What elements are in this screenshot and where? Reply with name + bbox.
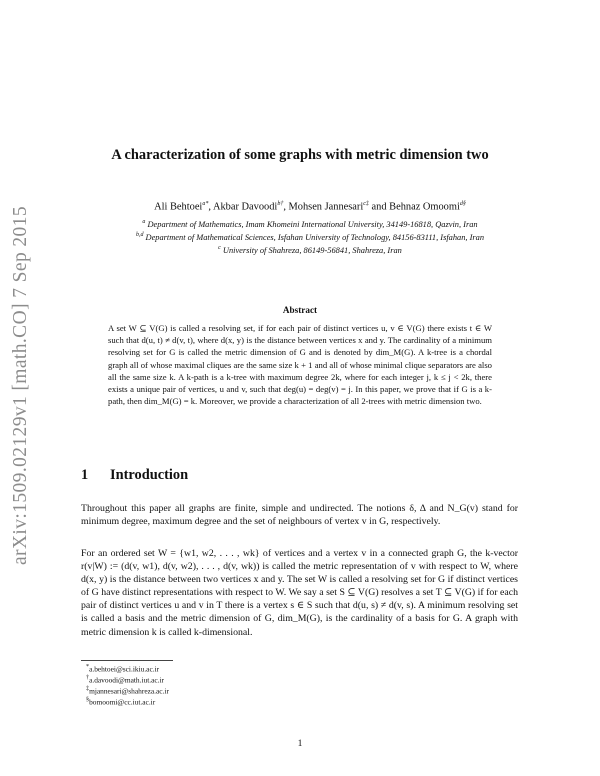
- footnote-email: a.behtoei@sci.ikiu.ac.ir: [89, 664, 160, 674]
- footnote-mark: *: [86, 664, 90, 670]
- author-mark: a*: [202, 201, 209, 207]
- arxiv-stamp: arXiv:1509.02129v1 [math.CO] 7 Sep 2015: [10, 206, 31, 565]
- affiliation-mark: b,d: [135, 232, 144, 238]
- affiliation-text: Department of Mathematical Sciences, Isfahan University of Technology, 84156-83111, Isfahan, Iran: [145, 232, 485, 242]
- body-paragraph: For an ordered set W = {w1, w2, . . . , wk} of vertices and a vertex v in a connected graph G, the k-vector r(v|W) := (d(v, w1), d(v, w2), . . . , d(v, wk)) is called the metric representation of v with respect to W, where d(x, y) is the distance between two vertices x and y. The set W is called a resolving set for G if distinct vertices of G have distinct representations with respect to W. We say a set S ⊆ V(G) resolves a set T ⊆ V(G) if for each pair of distinct vertices u and v in T there is a vertex s ∈ S such that d(u, s) ≠ d(v, s). A minimum resolving set is called a basis and the metric dimension of G, dim_M(G), is the cardinality of a basis for G. A graph with metric dimension k is called k-dimensional.: [81, 548, 518, 638]
- abstract-text: A set W ⊆ V(G) is called a resolving set, if for each pair of distinct vertices u, v ∈ V(G) there exists t ∈ W such that d(u, t) ≠ d(v, t), where d(x, y) is the distance between vertices x and y. The cardinality of a minimum resolving set for G is called the metric dimension of G and is denoted by dim_M(G). A k-tree is a chordal graph all of whose maximal cliques are the same size k + 1 and all of whose minimal clique separators are also all the same size k. A k-path is a k-tree with maximum degree 2k, where for each integer j, k ≤ j < 2k, there exists a unique pair of vertices, u and v, such that deg(u) = deg(v) = j. In this paper, we prove that if G is a k-path, then dim_M(G) = k. Moreover, we provide a characterization of all 2-trees with metric dimension two.: [108, 323, 492, 407]
- author-name: Mohsen Jannesari: [288, 201, 364, 213]
- footnote-mark: ‡: [86, 686, 90, 692]
- footnote: [86, 674, 164, 684]
- section-heading: [81, 467, 188, 484]
- affiliation-mark: a: [142, 219, 146, 225]
- footnote: [86, 663, 159, 673]
- footnote-email: a.davoodi@math.iut.ac.ir: [89, 675, 165, 685]
- section-title: Introduction: [110, 467, 189, 483]
- footnote-email: bomoomi@cc.iut.ac.ir: [89, 697, 156, 707]
- affiliation-text: University of Shahreza, 86149-56841, Shahreza, Iran: [222, 245, 402, 255]
- affiliation-mark: c: [218, 245, 221, 251]
- footnote: [86, 685, 169, 695]
- affiliation: [55, 219, 565, 229]
- author-mark: b†: [277, 201, 284, 207]
- footnote-mark: §: [86, 697, 90, 703]
- page-number: 1: [297, 738, 303, 749]
- author-mark: d§: [459, 201, 466, 207]
- author-name: Akbar Davoodi: [212, 201, 278, 213]
- author-mark: c‡: [363, 201, 369, 207]
- body-paragraph: Throughout this paper all graphs are finite, simple and undirected. The notions δ, Δ and N_G(v) stand for minimum degree, maximum degree and the set of neighbours of vertex v in G, respectively.: [81, 503, 518, 528]
- author-list: Ali Behtoei$^{a*}$, Akbar Davoodi$^{b\dagger}$, Mohsen Jannesari$^{c\ddagger}$ and Behnaz Omoomi$^{d\S}$: [154, 201, 466, 213]
- footnote: [86, 696, 155, 706]
- author-name: Ali Behtoei: [154, 201, 203, 213]
- footnote-mark: †: [86, 675, 90, 681]
- footnote-rule: [81, 660, 173, 661]
- affiliation-text: Department of Mathematics, Imam Khomeini International University, 34149-16818, Qazvin, Iran: [147, 219, 478, 229]
- abstract-heading: Abstract: [282, 305, 318, 315]
- affiliation: [55, 232, 565, 242]
- author-name: and Behnaz Omoomi: [371, 201, 460, 213]
- section-number: 1: [81, 467, 89, 483]
- footnote-email: mjannesari@shahreza.ac.ir: [89, 686, 169, 696]
- affiliation: [55, 245, 565, 255]
- paper-title: A characterization of some graphs with metric dimension two: [111, 147, 489, 163]
